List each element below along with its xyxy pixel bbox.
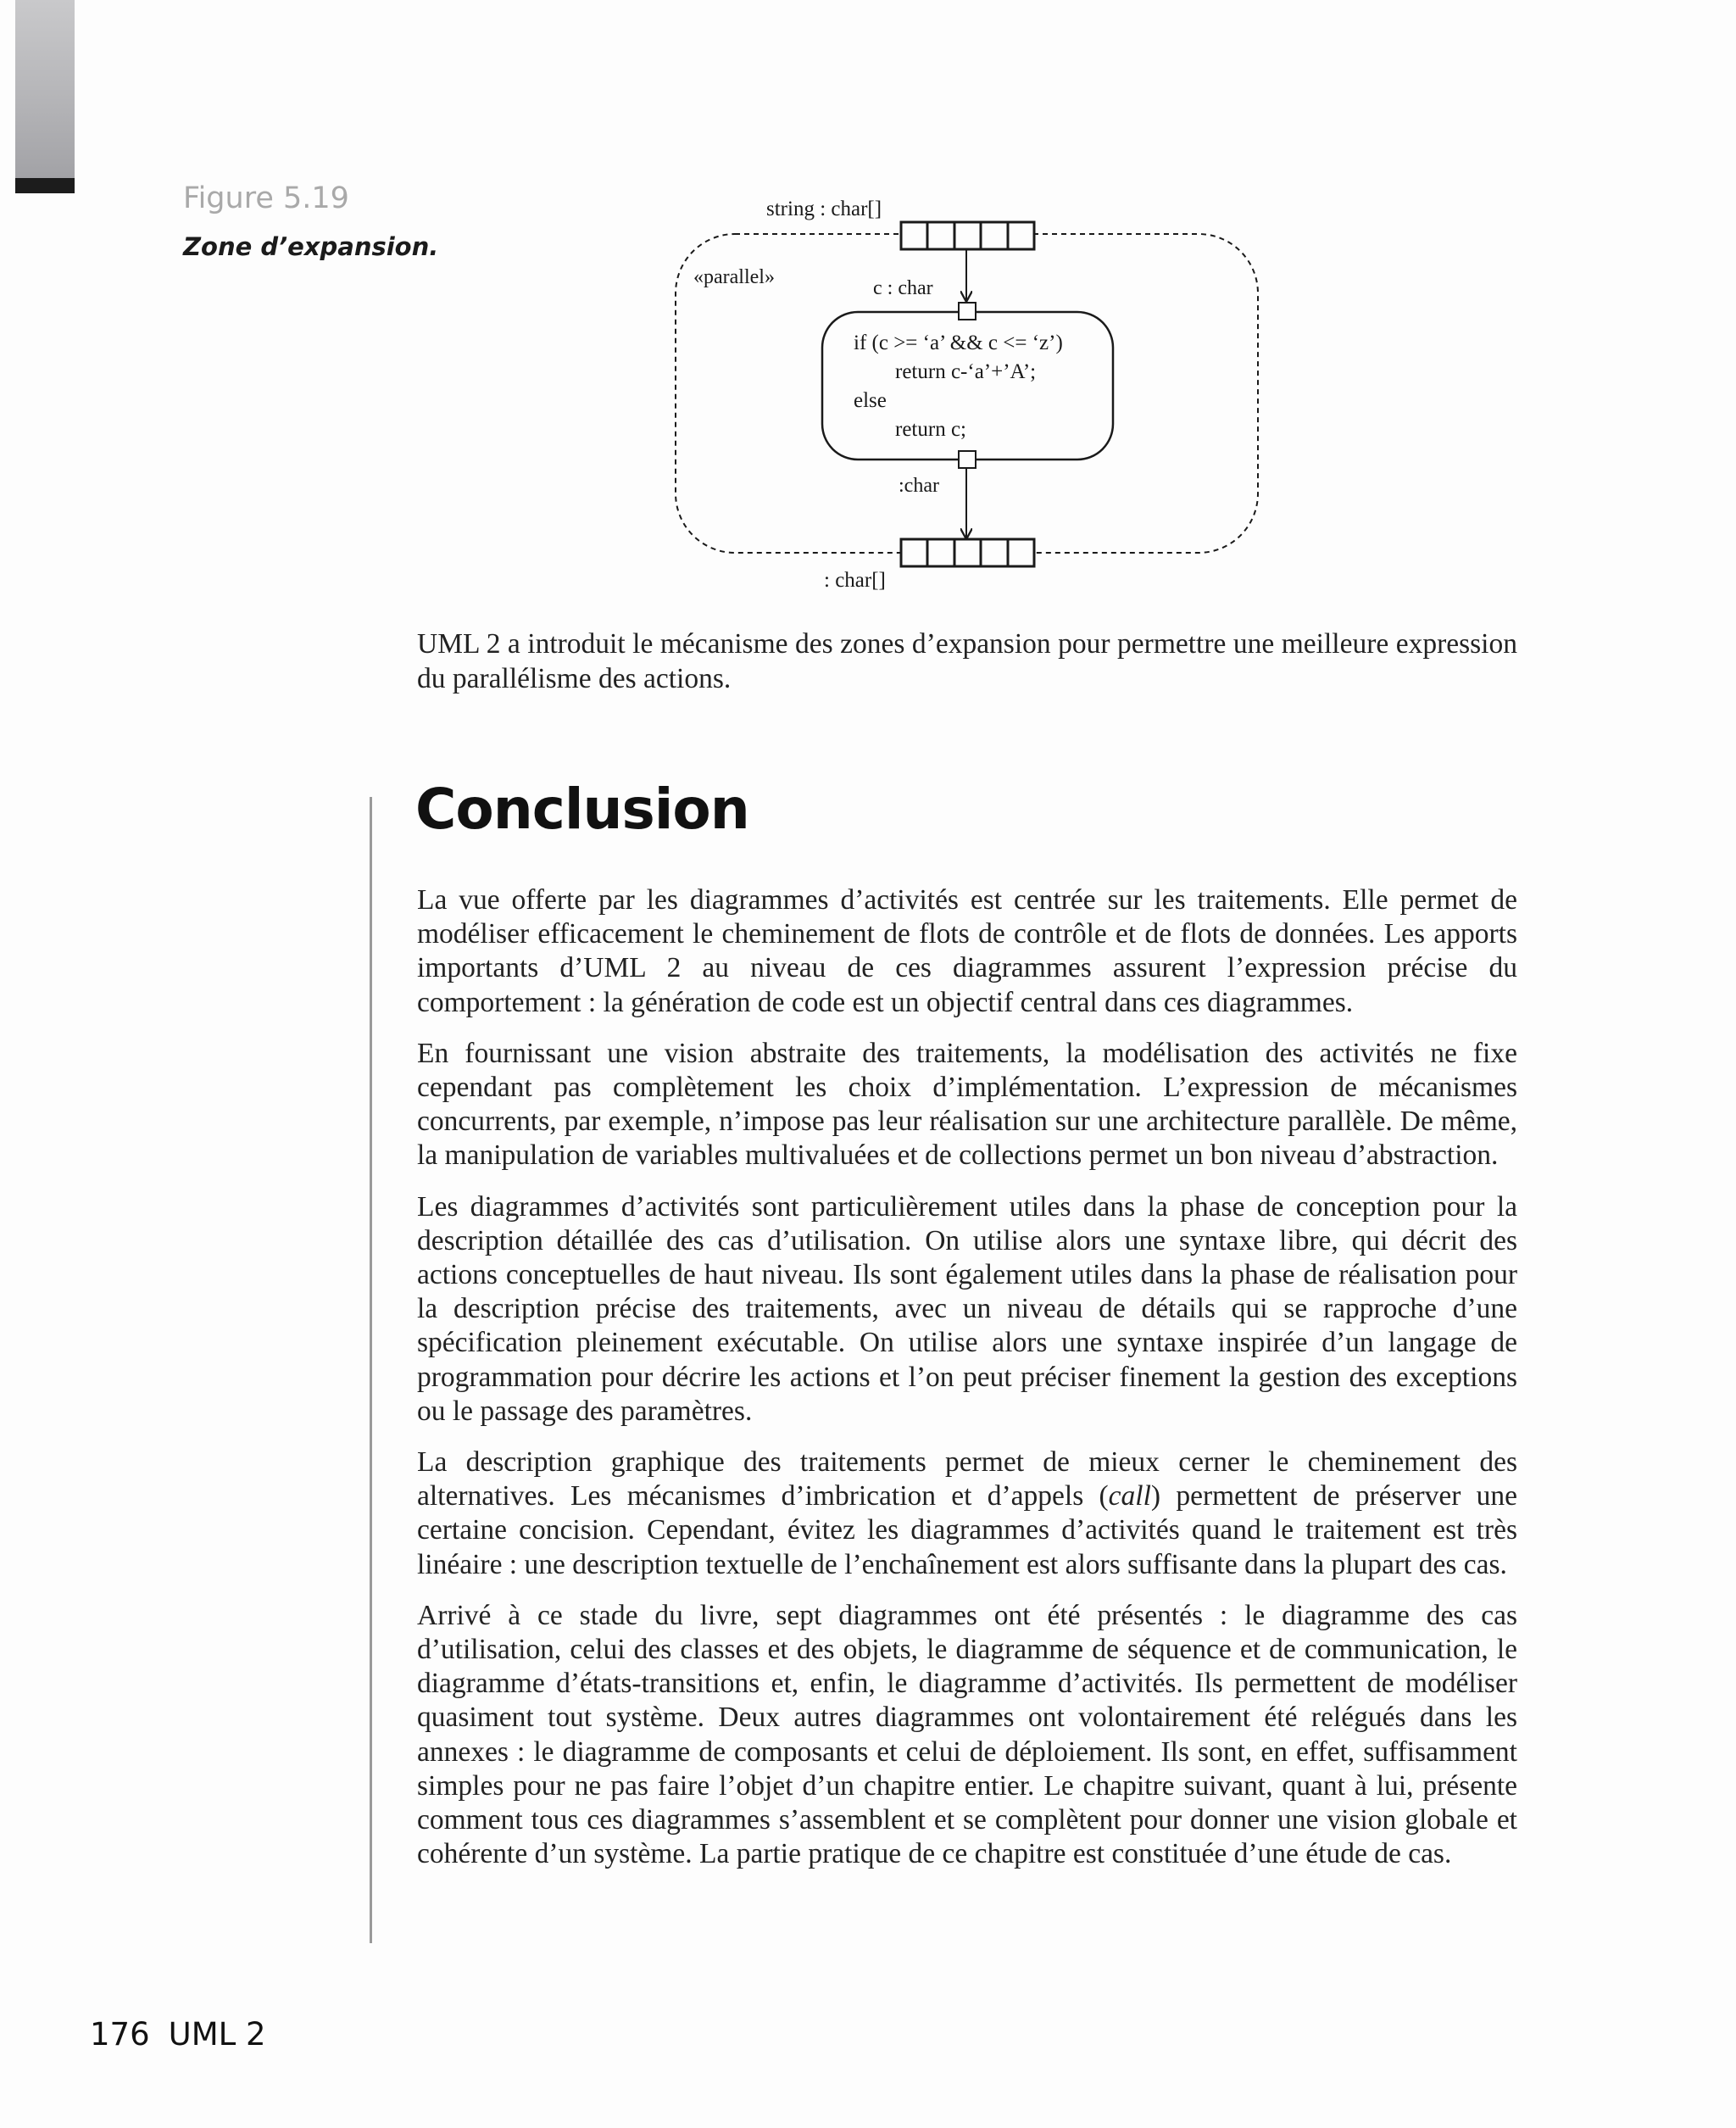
body-paragraph-3: Les diagrammes d’activités sont particulièrement utiles dans la phase de conception pour la description détaillée des cas d’utilisation. On utilise alors une syntaxe libre, qui décrit des actions conceptuelles de haut niveau. Ils sont également utiles dans la phase de réalisation pour la description précise des traitements, avec un niveau de détails qui se rapproche d’une spécification pleinement exécutable. On utilise alors une syntaxe inspirée d’un langage de programmation pour décrire les actions et l’on peut préciser finement la gestion des exceptions ou le passage des paramètres. xyxy=(417,1190,1517,1427)
code-line-1: if (c >= ‘a’ && c <= ‘z’) xyxy=(854,331,1063,354)
body-paragraph-2: En fournissant une vision abstraite des traitements, la modélisation des activités ne fixe cependant pas complètement les choix d’implémentation. L’expression de mécanismes concurrents, par exemple, n’impose pas leur réalisation sur une architecture parallèle. De même, la manipulation de variables multivaluées et de collections permet un bon niveau d’abstraction. xyxy=(417,1037,1517,1172)
call-keyword: call xyxy=(1108,1480,1151,1512)
output-collection-label: : char[] xyxy=(824,569,886,592)
page-footer xyxy=(90,2016,266,2053)
section-heading: Conclusion xyxy=(415,777,749,842)
body-paragraph-5: Arrivé à ce stade du livre, sept diagrammes ont été présentés : le diagramme des cas d’utilisation, celui des classes et des objets, le diagramme de séquence et de communication, le diagramme d’états-transitions et, enfin, le diagramme d’activités. Ils permettent de modéliser quasiment tout système. Deux autres diagrammes ont volontairement été relégués dans les annexes : le diagramme de composants et celui de déploiement. Ils sont, en effet, suffisamment simples pour ne pas faire l’objet d’un chapitre entier. Le chapitre suivant, quant à lui, présente comment tous ces diagrammes s’assemblent et se complètent pour donner une vision globale et cohérente d’un système. La partie pratique de ce chapitre est constituée d’une étude de cas. xyxy=(417,1599,1517,1870)
conclusion-body xyxy=(417,883,1517,1888)
input-pin xyxy=(959,303,976,320)
section-margin-rule xyxy=(370,797,372,1943)
output-pin-label: :char xyxy=(899,475,939,497)
intro-paragraph: UML 2 a introduit le mécanisme des zones d’expansion pour permettre une meilleure expression du parallélisme des actions. xyxy=(417,628,1517,694)
running-title: UML 2 xyxy=(168,2016,266,2053)
input-pin-label: c : char xyxy=(873,277,933,299)
input-expansion-node xyxy=(901,222,1034,249)
figure-label: Figure 5.19 xyxy=(183,181,349,215)
output-pin xyxy=(959,451,976,468)
page-number: 176 xyxy=(90,2016,150,2053)
input-collection-label: string : char[] xyxy=(766,198,882,220)
figure-caption: Zone d’expansion. xyxy=(183,232,439,261)
page-edge-tab xyxy=(15,0,75,178)
code-line-2: return c-‘a’+’A’; xyxy=(895,360,1037,383)
body-paragraph-4 xyxy=(417,1446,1517,1582)
code-line-4: return c; xyxy=(895,418,966,441)
parallel-stereotype: «parallel» xyxy=(693,266,775,288)
expansion-region-diagram xyxy=(661,188,1271,604)
code-line-3: else xyxy=(854,389,887,412)
paragraph-4-text-b: ) permettent de préserver une certaine concision. Cependant, évitez les diagrammes d’activités quand le traitement est très linéaire : une description textuelle de l’enchaînement est alors suffisante dans la plupart des cas. xyxy=(417,1480,1517,1580)
paragraph-4-text-a: La description graphique des traitements permet de mieux cerner le cheminement des alternatives. Les mécanismes d’imbrication et d’appels ( xyxy=(417,1446,1517,1512)
page-edge-tab-bar xyxy=(15,178,75,193)
body-paragraph-1: La vue offerte par les diagrammes d’activités est centrée sur les traitements. Elle permet de modéliser efficacement le cheminement de flots de contrôle et de flots de données. Les apports importants d’UML 2 au niveau de ces diagrammes assurent l’expression précise du comportement : la génération de code est un objectif central dans ces diagrammes. xyxy=(417,884,1517,1018)
output-expansion-node xyxy=(901,539,1034,566)
